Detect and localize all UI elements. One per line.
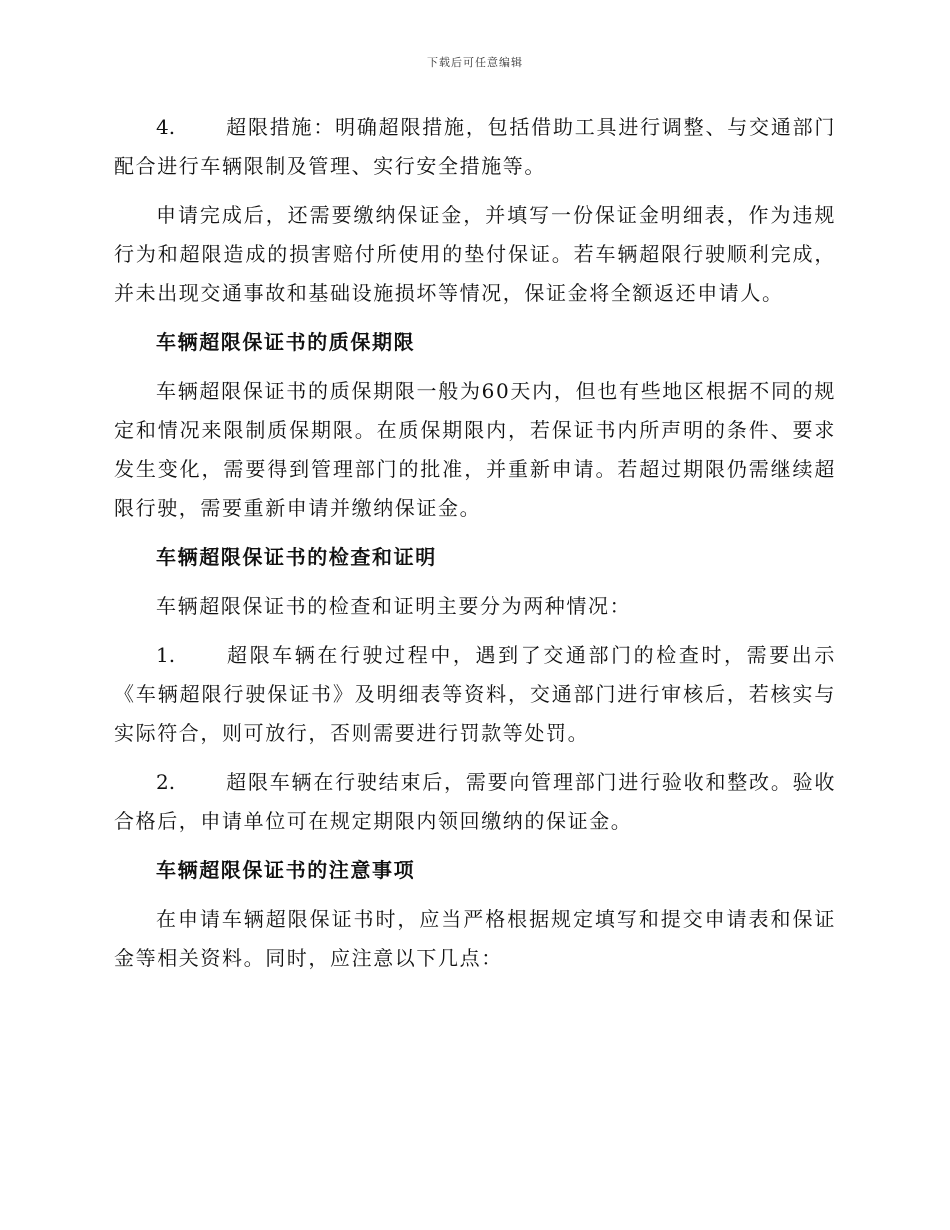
document-body <box>114 108 836 988</box>
paragraph-deposit: 申请完成后，还需要缴纳保证金，并填写一份保证金明细表，作为违规行为和超限造成的损害赔付所使用的垫付保证。若车辆超限行驶顺利完成，并未出现交通事故和基础设施损坏等情况，保证金将全额返还申请人。 <box>114 203 836 305</box>
page-header: 下载后可任意编辑 <box>427 56 523 69</box>
paragraph-warranty-period: 车辆超限保证书的质保期限一般为60天内，但也有些地区根据不同的规定和情况来限制质保期限。在质保期限内，若保证书内所声明的条件、要求发生变化，需要得到管理部门的批准，并重新申请。若超过期限仍需继续超限行驶，需要重新申请并缴纳保证金。 <box>114 379 836 520</box>
paragraph-inspection-intro: 车辆超限保证书的检查和证明主要分为两种情况： <box>156 594 632 618</box>
list-item-text: 超限车辆在行驶过程中，遇到了交通部门的检查时，需要出示《车辆超限行驶保证书》及明细表等资料，交通部门进行审核后，若核实与实际符合，则可放行，否则需要进行罚款等处罚。 <box>114 643 836 745</box>
list-item-4 <box>114 108 836 186</box>
section-heading-notes: 车辆超限保证书的注意事项 <box>156 858 416 882</box>
paragraph-notes: 在申请车辆超限保证书时，应当严格根据规定填写和提交申请表和保证金等相关资料。同时，应注意以下几点： <box>114 907 836 970</box>
section-heading-warranty-period: 车辆超限保证书的质保期限 <box>156 330 416 354</box>
list-number: 1. <box>156 643 176 667</box>
list-number: 4. <box>156 115 176 139</box>
section-heading-inspection: 车辆超限保证书的检查和证明 <box>156 545 437 569</box>
list-number: 2. <box>156 770 176 794</box>
list-item-text: 超限措施：明确超限措施，包括借助工具进行调整、与交通部门配合进行车辆限制及管理、实行安全措施等。 <box>114 115 836 178</box>
list-item-1 <box>114 636 836 753</box>
list-item-2 <box>114 763 836 841</box>
list-item-text: 超限车辆在行驶结束后，需要向管理部门进行验收和整改。验收合格后，申请单位可在规定期限内领回缴纳的保证金。 <box>114 770 836 833</box>
